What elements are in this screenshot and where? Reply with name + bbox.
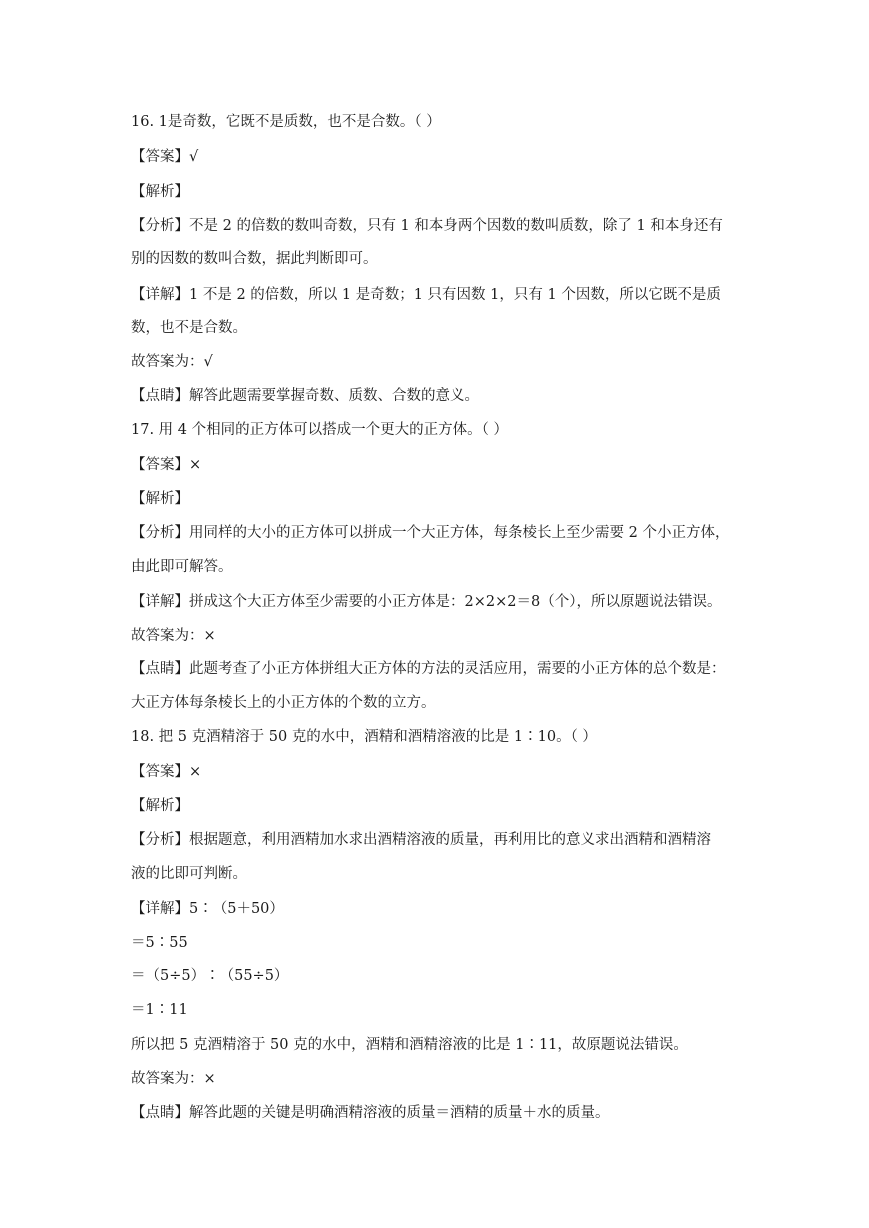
question-17-analysis-heading: 【解析】	[131, 491, 189, 507]
question-17-analysis-line-1: 【分析】用同样的大小的正方体可以拼成一个大正方体，每条棱长上至少需要 2 个小正方体，	[131, 525, 730, 541]
question-16-answer: 【答案】√	[131, 149, 199, 165]
question-18-detail-line-2: ＝5∶55	[131, 935, 188, 951]
question-17-conclusion: 故答案为：×	[131, 628, 216, 644]
question-17-comment-line-1: 【点睛】此题考查了小正方体拼组大正方体的方法的灵活应用，需要的小正方体的总个数是：	[131, 661, 726, 677]
question-18-analysis-line-2: 液的比即可判断。	[131, 866, 247, 882]
question-16-analysis-heading: 【解析】	[131, 184, 189, 200]
question-17-comment-line-2: 大正方体每条棱长上的小正方体的个数的立方。	[131, 695, 436, 711]
question-16-detail-line-2: 数，也不是合数。	[131, 320, 247, 336]
question-17-detail-line-1: 【详解】拼成这个大正方体至少需要的小正方体是：2×2×2＝8（个），所以原题说法错误。	[131, 594, 722, 610]
question-18-analysis-heading: 【解析】	[131, 798, 189, 814]
question-17-answer: 【答案】×	[131, 457, 202, 473]
question-18-comment: 【点睛】解答此题的关键是明确酒精溶液的质量＝酒精的质量＋水的质量。	[131, 1105, 610, 1121]
question-18-detail-line-5: 所以把 5 克酒精溶于 50 克的水中，酒精和酒精溶液的比是 1∶11，故原题说法错误。	[131, 1037, 688, 1053]
question-18-analysis-line-1: 【分析】根据题意，利用酒精加水求出酒精溶液的质量，再利用比的意义求出酒精和酒精溶	[131, 832, 711, 848]
question-17-stem: 17. 用 4 个相同的正方体可以搭成一个更大的正方体。（ ）	[131, 422, 508, 438]
question-18-conclusion: 故答案为：×	[131, 1071, 216, 1087]
question-16-comment: 【点睛】解答此题需要掌握奇数、质数、合数的意义。	[131, 388, 479, 404]
question-18-detail-line-1: 【详解】5∶（5＋50）	[131, 901, 284, 917]
question-18-stem: 18. 把 5 克酒精溶于 50 克的水中，酒精和酒精溶液的比是 1∶10。（ ）	[131, 729, 597, 745]
question-16-conclusion: 故答案为：√	[131, 354, 213, 370]
question-18-detail-line-4: ＝1∶11	[131, 1002, 188, 1018]
question-16-analysis-line-2: 别的因数的数叫合数，据此判断即可。	[131, 251, 378, 267]
question-18-answer: 【答案】×	[131, 764, 202, 780]
question-16-analysis-line-1: 【分析】不是 2 的倍数的数叫奇数，只有 1 和本身两个因数的数叫质数，除了 1 和本身还有	[131, 218, 723, 234]
question-18-detail-line-3: ＝（5÷5）∶（55÷5）	[131, 968, 289, 984]
question-17-analysis-line-2: 由此即可解答。	[131, 559, 233, 575]
question-16-detail-line-1: 【详解】1 不是 2 的倍数，所以 1 是奇数；1 只有因数 1，只有 1 个因数，所以它既不是质	[131, 287, 721, 303]
question-16-stem: 16. 1是奇数，它既不是质数，也不是合数。（ ）	[131, 114, 441, 130]
